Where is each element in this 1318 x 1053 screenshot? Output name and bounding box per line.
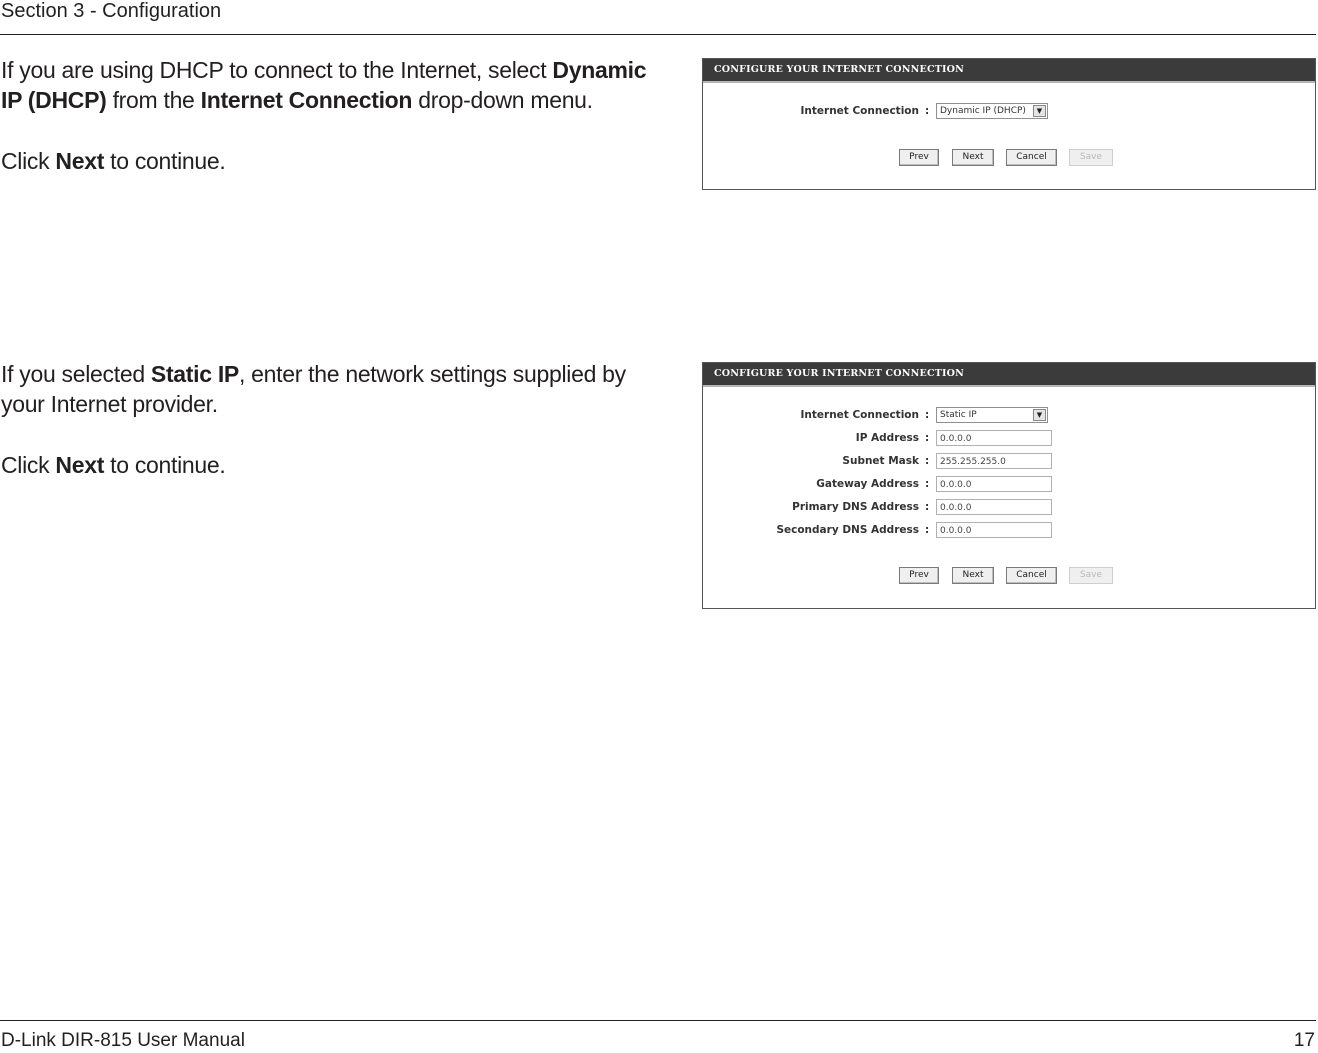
- save-button[interactable]: Save: [1069, 149, 1113, 166]
- bold-term-static-ip: Static IP: [150, 361, 239, 387]
- chevron-down-icon[interactable]: ▼: [1033, 409, 1046, 421]
- section-title: Section 3 - Configuration: [1, 0, 222, 22]
- internet-connection-value: Dynamic IP (DHCP): [940, 106, 1026, 116]
- wizard-button-row: [703, 149, 1315, 167]
- save-button[interactable]: Save: [1069, 567, 1113, 584]
- text-segment: to continue.: [104, 148, 226, 174]
- primary-dns-input[interactable]: 0.0.0.0: [936, 499, 1052, 515]
- page-number: 17: [1293, 1030, 1315, 1051]
- config-panel-title: CONFIGURE YOUR INTERNET CONNECTION: [703, 59, 1315, 83]
- field-colon: :: [925, 524, 930, 536]
- internet-connection-row: [703, 407, 1315, 427]
- static-ip-instructions: [1, 359, 666, 480]
- subnet-mask-row: [703, 453, 1315, 473]
- field-colon: :: [925, 432, 930, 444]
- ip-address-label: IP Address: [855, 432, 919, 444]
- internet-connection-label: Internet Connection: [800, 409, 919, 421]
- bold-term-dynamic-ip: Dynamic IP (DHCP): [1, 57, 647, 113]
- secondary-dns-label: Secondary DNS Address: [776, 524, 919, 536]
- gateway-address-label: Gateway Address: [816, 478, 919, 490]
- field-colon: :: [925, 105, 930, 117]
- text-segment: from the: [106, 87, 201, 113]
- internet-connection-label: Internet Connection: [800, 105, 919, 117]
- cancel-button[interactable]: Cancel: [1006, 567, 1057, 584]
- static-paragraph: [1, 359, 666, 419]
- config-panel-title: CONFIGURE YOUR INTERNET CONNECTION: [703, 363, 1315, 387]
- chevron-down-icon[interactable]: ▼: [1033, 105, 1046, 117]
- wizard-button-row: [703, 567, 1315, 585]
- dhcp-paragraph: [1, 55, 666, 115]
- gateway-address-input[interactable]: 0.0.0.0: [936, 476, 1052, 492]
- ip-address-row: [703, 430, 1315, 450]
- static-ip-config-screenshot: [702, 362, 1316, 609]
- text-segment: Click: [1, 148, 56, 174]
- field-colon: :: [925, 455, 930, 467]
- primary-dns-row: [703, 499, 1315, 519]
- internet-connection-value: Static IP: [940, 410, 977, 420]
- manual-title: D-Link DIR-815 User Manual: [1, 1030, 245, 1051]
- text-segment: to continue.: [104, 452, 226, 478]
- section-header: [0, 0, 1316, 35]
- bold-term-next: Next: [55, 452, 105, 478]
- subnet-mask-input[interactable]: 255.255.255.0: [936, 453, 1052, 469]
- text-segment: If you are using DHCP to connect to the Internet, select: [1, 57, 553, 83]
- bold-term-internet-connection: Internet Connection: [200, 87, 413, 113]
- ip-address-input[interactable]: 0.0.0.0: [936, 430, 1052, 446]
- prev-button[interactable]: Prev: [899, 567, 939, 584]
- field-colon: :: [925, 478, 930, 490]
- field-colon: :: [925, 501, 930, 513]
- dhcp-click-next: [1, 146, 666, 176]
- secondary-dns-row: [703, 522, 1315, 542]
- cancel-button[interactable]: Cancel: [1006, 149, 1057, 166]
- next-button[interactable]: Next: [952, 567, 994, 584]
- page-footer: [0, 1020, 1316, 1050]
- secondary-dns-input[interactable]: 0.0.0.0: [936, 522, 1052, 538]
- gateway-address-row: [703, 476, 1315, 496]
- text-segment: drop-down menu.: [412, 87, 593, 113]
- subnet-mask-label: Subnet Mask: [842, 455, 919, 467]
- text-segment: If you selected: [1, 361, 151, 387]
- primary-dns-label: Primary DNS Address: [792, 501, 919, 513]
- static-click-next: [1, 450, 666, 480]
- text-segment: , enter the network settings supplied by your Internet provider.: [1, 361, 626, 417]
- prev-button[interactable]: Prev: [899, 149, 939, 166]
- internet-connection-row: [703, 103, 1315, 123]
- internet-connection-select[interactable]: [936, 407, 1048, 423]
- field-colon: :: [925, 409, 930, 421]
- text-segment: Click: [1, 452, 56, 478]
- dhcp-instructions: [1, 55, 666, 176]
- dhcp-config-screenshot: [702, 58, 1316, 190]
- next-button[interactable]: Next: [952, 149, 994, 166]
- bold-term-next: Next: [55, 148, 105, 174]
- internet-connection-select[interactable]: [936, 103, 1048, 119]
